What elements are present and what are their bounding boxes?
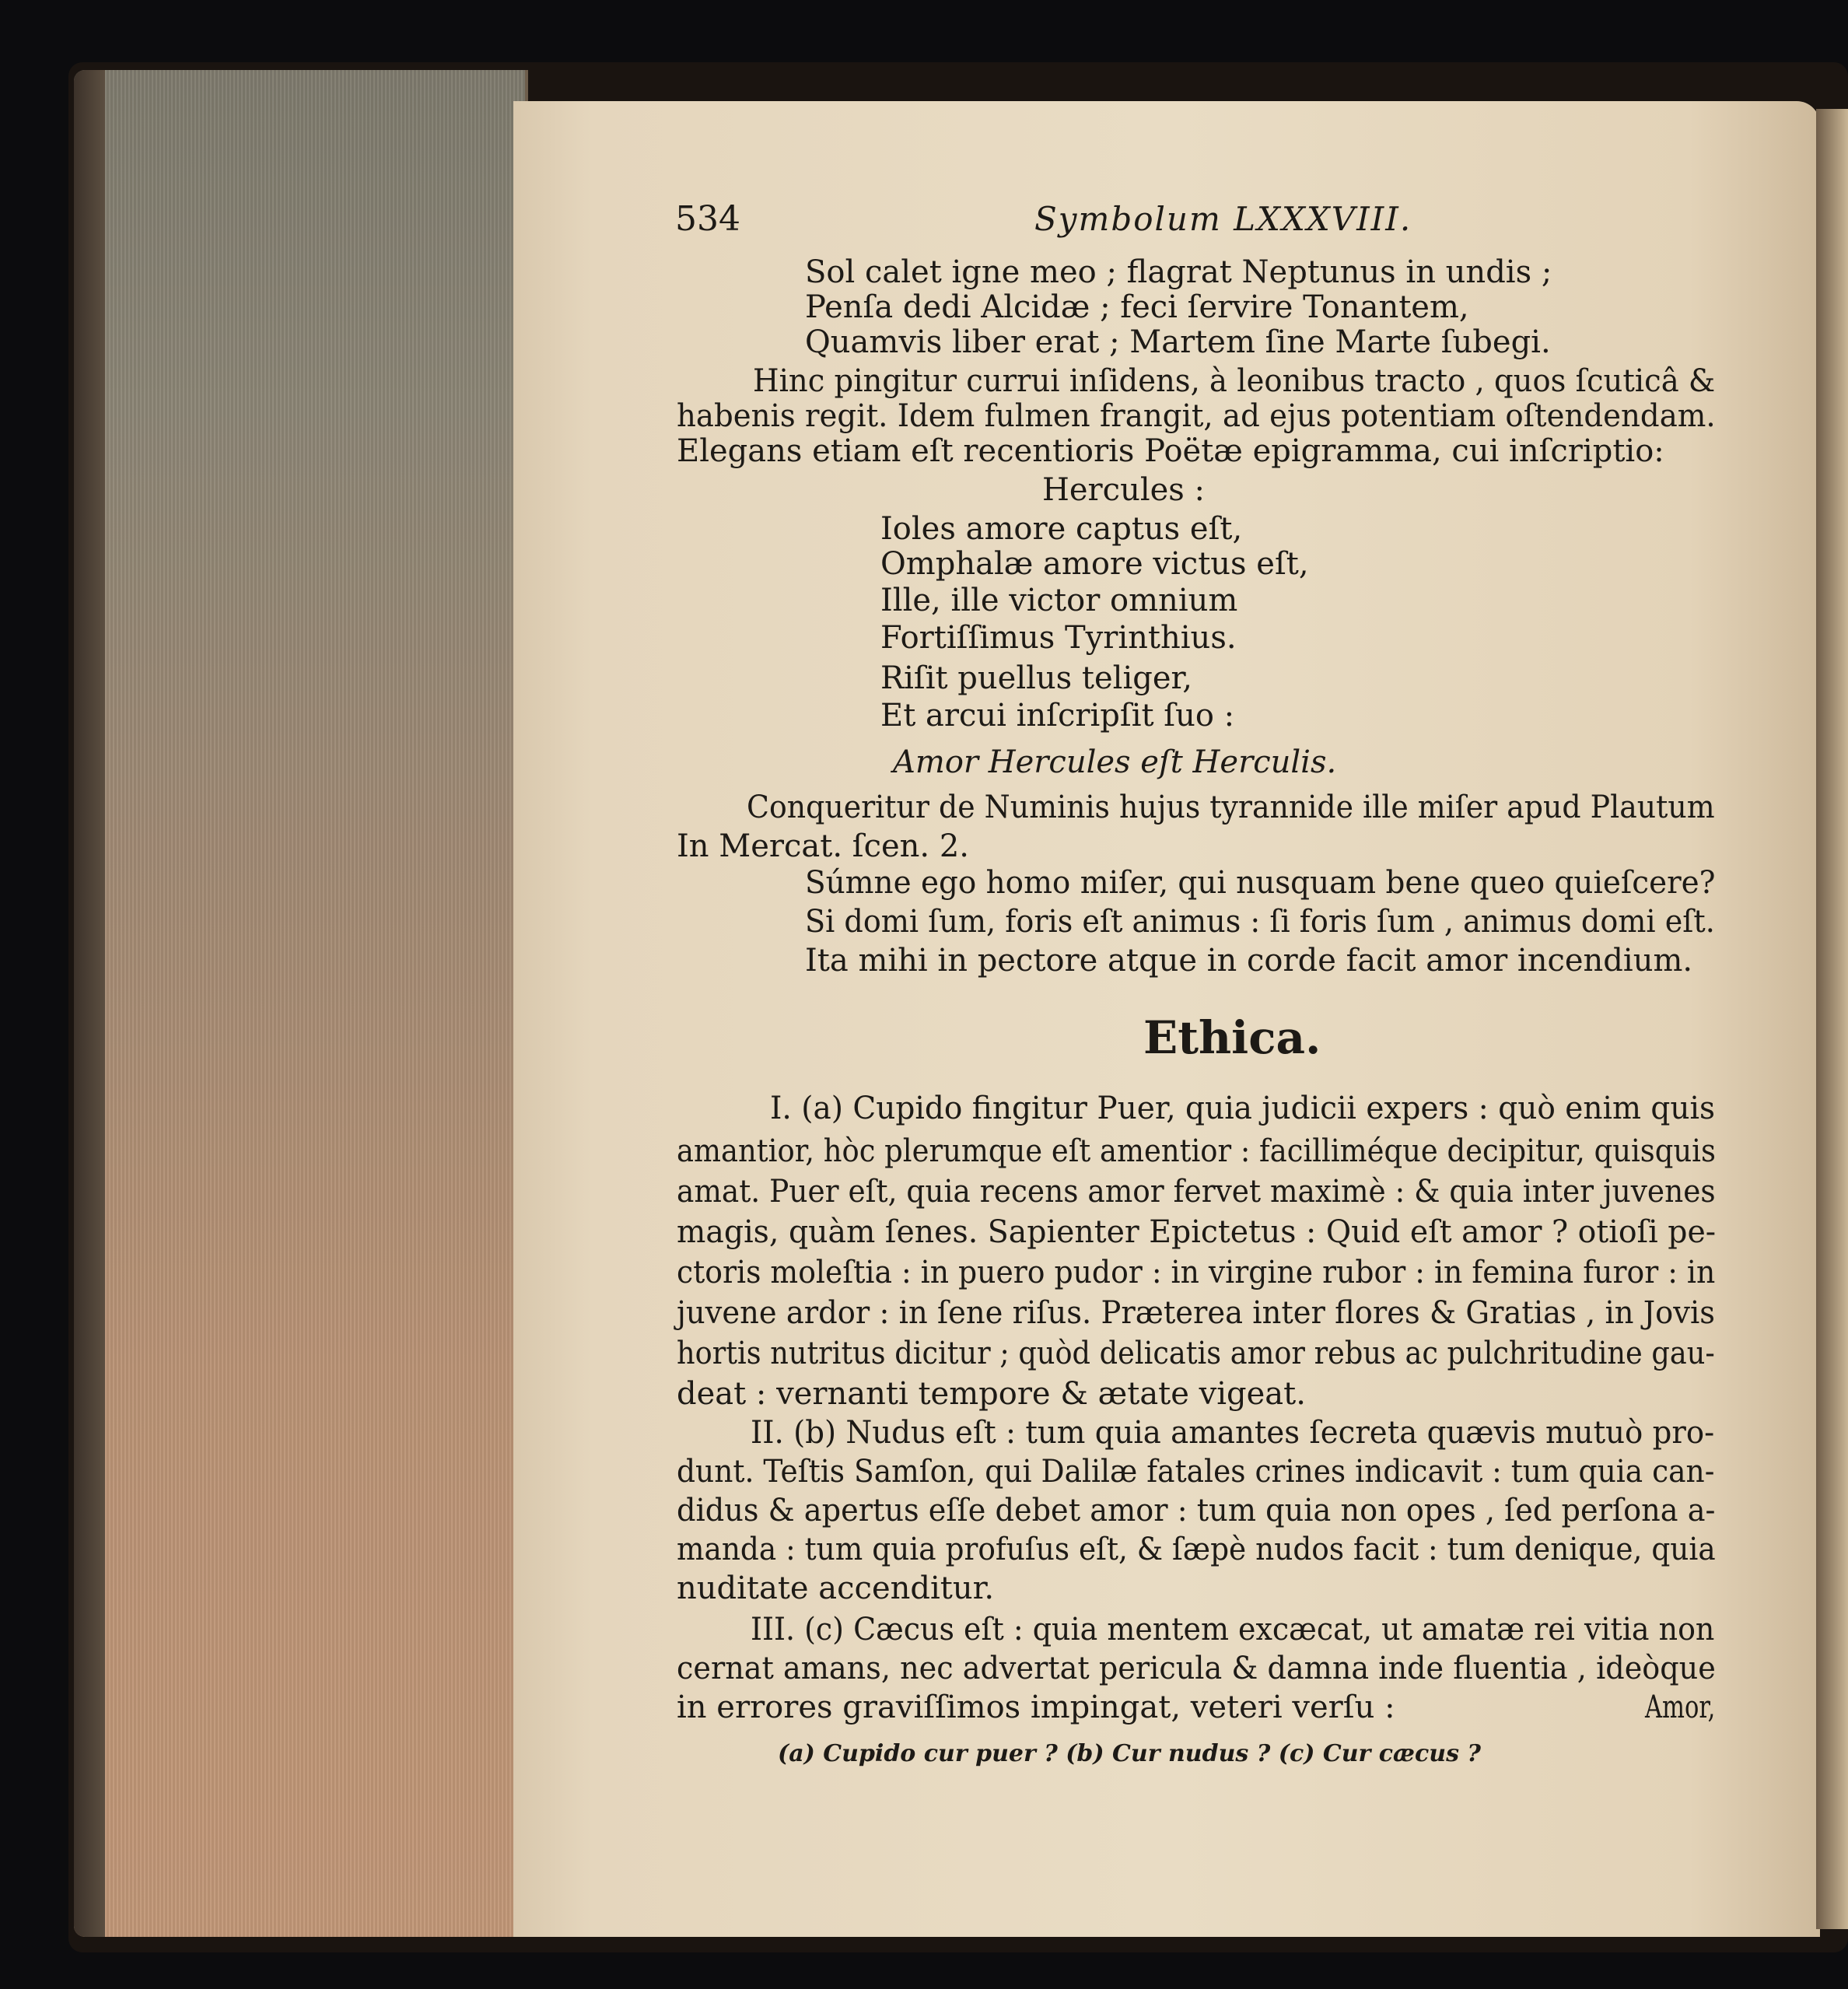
body-line: I. (a) Cupido fingitur Puer, quia judicii expers : quò enim quis — [770, 1091, 1716, 1126]
epigram-line: Ioles amore captus eſt, — [880, 511, 1243, 547]
verse-line: Súmne ego homo miſer, qui nusquam bene queo quieſcere? — [805, 865, 1716, 901]
epigram-line: Omphalæ amore victus eſt, — [880, 546, 1309, 582]
section-heading: Ethica. — [1143, 1011, 1321, 1064]
body-line: hortis nutritus dicitur ; quòd delicatis amor rebus ac pulchritudine gau- — [677, 1336, 1715, 1371]
verse-line: Si domi ſum, foris eſt animus : ſi foris ſum , animus domi eſt. — [805, 904, 1715, 940]
epigram-closing: Amor Hercules eſt Herculis. — [893, 744, 1337, 780]
body-line: cernat amans, nec advertat pericula & damna inde fluentia , ideòque — [677, 1651, 1716, 1686]
facing-page-edge — [1816, 109, 1848, 1929]
body-line: amat. Puer eſt, quia recens amor fervet maximè : & quia inter juvenes — [677, 1174, 1716, 1210]
body-line: dunt. Teſtis Samſon, qui Dalilæ fatales crines indicavit : tum quia can- — [677, 1454, 1715, 1490]
body-line: III. (c) Cæcus eſt : quia mentem excæcat, ut amatæ rei vitia non — [751, 1612, 1715, 1648]
body-line: magis, quàm ſenes. Sapienter Epictetus : Quid eſt amor ? otioſi pe- — [677, 1214, 1717, 1250]
epigram-title: Hercules : — [1042, 472, 1206, 508]
paragraph-line: Hinc pingitur currui inſidens, à leonibus tracto , quos ſcuticâ & — [753, 363, 1716, 399]
verse-line: Ita mihi in pectore atque in corde facit amor incendium. — [805, 943, 1693, 979]
paragraph-line: habenis regit. Idem fulmen frangit, ad ejus potentiam oſtendendam. — [677, 398, 1716, 434]
verse-line: Sol calet igne meo ; flagrat Neptunus in undis ; — [805, 254, 1552, 290]
body-line: ctoris moleſtia : in puero pudor : in virgine rubor : in femina furor : in — [677, 1255, 1716, 1290]
body-line: didus & apertus eſſe debet amor : tum quia non opes , ſed perſona a- — [677, 1493, 1716, 1529]
marginal-footnote: (a) Cupido cur puer ? (b) Cur nudus ? (c) Cur cæcus ? — [778, 1740, 1481, 1767]
page-number: 534 — [675, 199, 740, 239]
epigram-line: Ille, ille victor omnium — [880, 583, 1238, 618]
running-header: Symbolum LXXXVIII. — [1034, 200, 1412, 238]
epigram-line: Fortiſſimus Tyrinthius. — [880, 620, 1237, 656]
epigram-line: Riſit puellus teliger, — [880, 660, 1192, 696]
verse-line: Quamvis liber erat ; Martem ſine Marte ſubegi. — [805, 324, 1551, 360]
body-line: in errores graviſſimos impingat, veteri verſu : — [677, 1690, 1395, 1725]
body-line: deat : vernanti tempore & ætate vigeat. — [677, 1376, 1306, 1412]
body-line: amantior, hòc plerumque eſt amentior : facilliméque decipitur, quisquis — [677, 1133, 1716, 1169]
body-line: II. (b) Nudus eſt : tum quia amantes ſecreta quævis mutuò pro- — [751, 1415, 1715, 1451]
paragraph-line: In Mercat. ſcen. 2. — [677, 828, 970, 864]
epigram-line: Et arcui inſcripſit ſuo : — [880, 698, 1235, 734]
page-edges — [74, 70, 528, 1937]
paragraph-line: Elegans etiam eſt recentioris Poëtæ epigramma, cui inſcriptio: — [677, 433, 1664, 469]
body-line: nuditate accenditur. — [677, 1571, 995, 1606]
catchword: Amor, — [1645, 1690, 1716, 1725]
paragraph-line: Conqueritur de Numinis hujus tyrannide ille miſer apud Plautum — [747, 790, 1715, 825]
body-line: juvene ardor : in ſene riſus. Præterea inter flores & Gratias , in Jovis — [677, 1295, 1716, 1331]
verse-line: Penſa dedi Alcidæ ; feci ſervire Tonantem, — [805, 289, 1469, 325]
body-line: manda : tum quia profuſus eſt, & ſæpè nudos facit : tum denique, quia — [677, 1532, 1716, 1567]
